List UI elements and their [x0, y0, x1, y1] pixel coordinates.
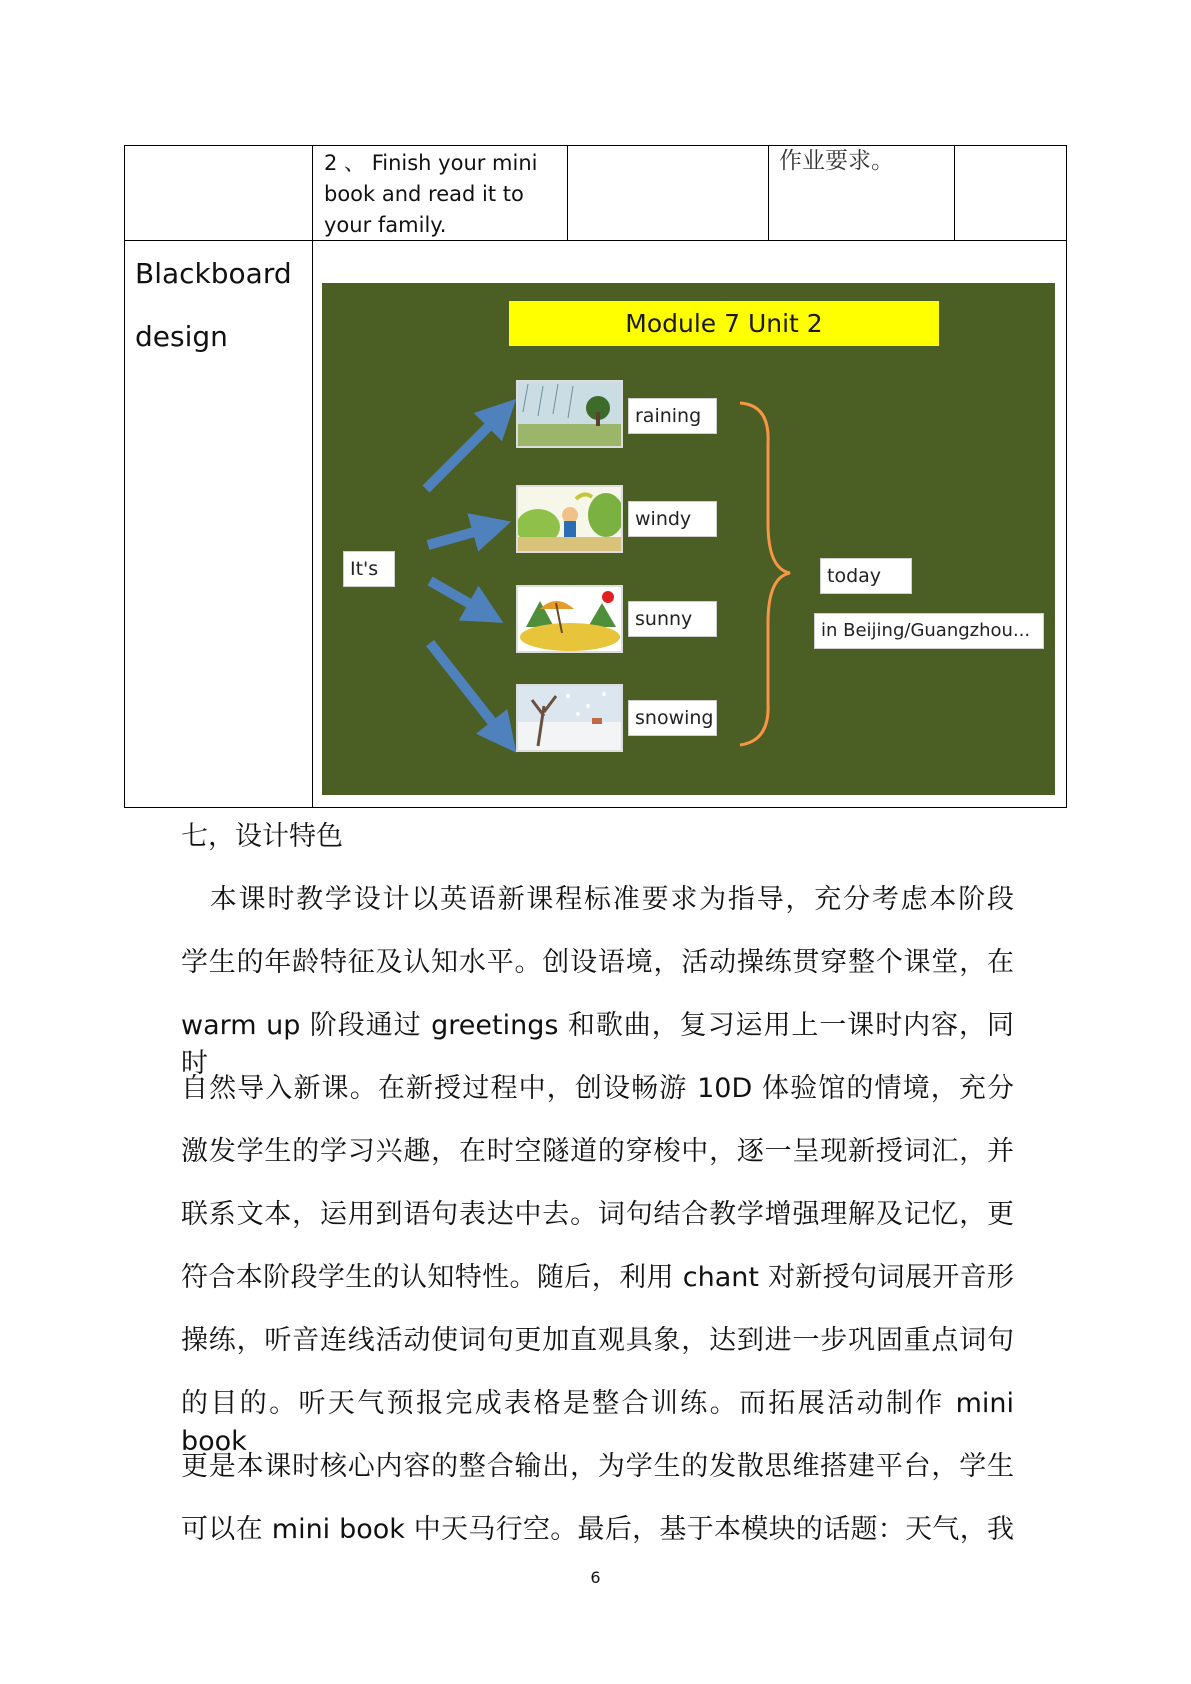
sun-scene-icon [516, 585, 623, 653]
word-windy: windy [628, 501, 717, 537]
table-border-left [124, 145, 125, 808]
arrow-to-sunny [430, 581, 486, 613]
paragraph-line: 激发学生的学习兴趣，在时空隧道的穿梭中，逐一呈现新授词汇，并 [181, 1136, 1014, 1167]
homework-line: book and read it to [324, 182, 524, 206]
word-its: It's [343, 551, 395, 587]
table-border-mid [124, 240, 1067, 241]
homework-line: your family. [324, 213, 447, 237]
board-title: Module 7 Unit 2 [509, 301, 939, 346]
paragraph-line: 可以在 mini book 中天马行空。最后，基于本模块的话题：天气，我 [181, 1514, 1014, 1545]
arrow-to-raining [426, 413, 502, 489]
section-heading: 七，设计特色 [181, 821, 343, 852]
paragraph-line: 联系文本，运用到语句表达中去。词句结合教学增强理解及记忆，更 [181, 1199, 1014, 1230]
blackboard [322, 283, 1055, 795]
paragraph-line: 符合本阶段学生的认知特性。随后，利用 chant 对新授句词展开音形 [181, 1262, 1014, 1293]
paragraph-line: 的目的。听天气预报完成表格是整合训练。而拓展活动制作 mini book [181, 1388, 1014, 1457]
arrow-to-windy [428, 527, 492, 545]
paragraph-line: 学生的年龄特征及认知水平。创设语境，活动操练贯穿整个课堂，在 [181, 947, 1014, 978]
paragraph-line: 自然导入新课。在新授过程中，创设畅游 10D 体验馆的情境，充分 [181, 1073, 1014, 1104]
paragraph-line: 操练，听音连线活动使词句更加直观具象，达到进一步巩固重点词句 [181, 1325, 1014, 1356]
table-col-divider-1 [312, 145, 313, 808]
table-col-divider-4 [954, 145, 955, 241]
word-today: today [820, 558, 912, 594]
table-col-divider-3 [768, 145, 769, 241]
arrow-to-snowing [430, 643, 504, 737]
blackboard-label: Blackboard [135, 257, 292, 290]
word-snowing: snowing [628, 700, 717, 736]
word-raining: raining [628, 398, 717, 434]
word-sunny: sunny [628, 601, 717, 637]
table-border-top [124, 145, 1067, 146]
word-place: in Beijing/Guangzhou... [814, 613, 1044, 649]
requirement-cell: 作业要求。 [779, 148, 894, 174]
table-border-bottom [124, 807, 1067, 808]
design-label: design [135, 320, 228, 353]
curly-brace [740, 403, 790, 745]
paragraph-line: 更是本课时核心内容的整合输出，为学生的发散思维搭建平台，学生 [181, 1451, 1014, 1482]
snow-scene-icon [516, 684, 623, 752]
rain-scene-icon [516, 380, 623, 448]
homework-line: 2 、 Finish your mini [324, 151, 538, 175]
table-border-right [1066, 145, 1067, 808]
page-number: 6 [590, 1568, 601, 1587]
paragraph-line: 本课时教学设计以英语新课程标准要求为指导，充分考虑本阶段 [181, 884, 1014, 915]
homework-cell [324, 148, 556, 241]
paragraph-line: warm up 阶段通过 greetings 和歌曲，复习运用上一课时内容，同时 [181, 1010, 1014, 1079]
table-col-divider-2 [567, 145, 568, 241]
wind-scene-icon [516, 485, 623, 553]
